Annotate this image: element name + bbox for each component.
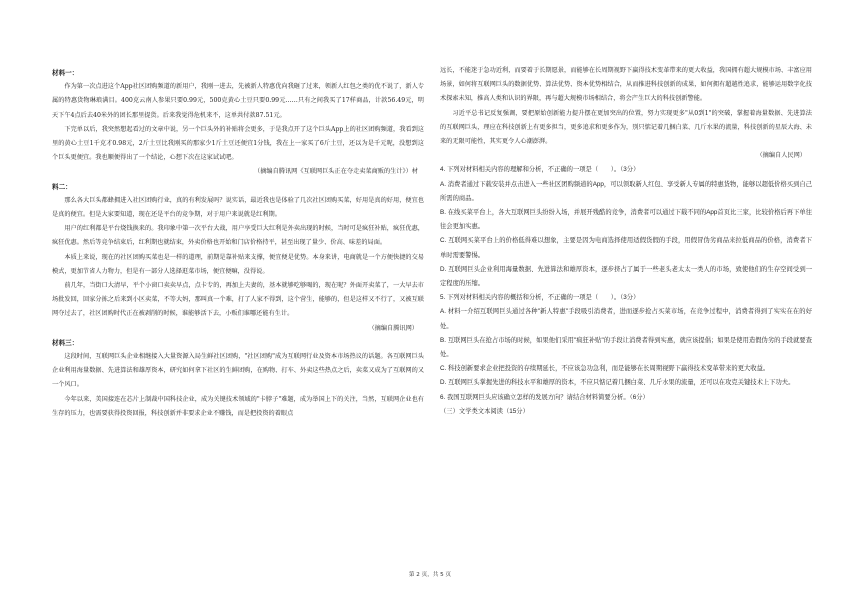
m3-paragraph-2: 今年以来，美国接连在芯片上制裁中国科技企业，成为关键技术领域的"卡脖子"难题，成为举国上下的关注，当然，互联网企业也有生存的压力，也需要获得投资回报，科技创新并非要求企业不赚钱，而是把投资的着眼点 [52,395,424,417]
q5-option-a: A. 材料一介绍互联网巨头通过各种"新人特惠"手段吸引消费者，进而逐步抢占买菜市场，在竞争过程中，消费者得到了实实在在的好处。 [440,308,812,330]
left-column [52,66,424,421]
m1-source: （摘编自腾讯网《互联网巨头正在夺走卖菜商贩的生计》）材 [254,168,418,176]
q5-option-d: D. 互联网巨头掌握先进的科技水平和雄厚的资本，不应只惦记着几捆白菜、几斤水果的流量，还可以在攻克关键技术上下功夫。 [440,379,795,387]
q4-option-c: C. 互联网买菜平台上的价格低得难以想象，主要是因为电商选择使用适假货假的手段，用假冒伪劣商品来拉低商品的价格，消费者下单时需要警惕。 [440,237,812,259]
m3-source: （摘编自人民网） [756,152,806,160]
m3-paragraph-1: 这段时间，互联网巨头企业相继接入大量资源入局生鲜社区团购，"社区团购"成为互联网行业及资本市场热议的话题。各互联网巨头企业利用海量数据、先进算法和雄厚资本，研究如何拿下社区的生鲜团购，在购物、打车、外卖这些热点之后，卖菜又成为了互联网的又一个风口。 [52,353,424,389]
page-footer: 第 2 页，共 5 页 [408,572,452,578]
question-5: 5. 下列对材料相关内容的概括和分析，不正确的一项是（ ）。（3分） [440,294,640,302]
m3-continued-1: 远长，不能迷于急功近利，而要着于长期愿景，而能够在长周期视野下赢得技术变革带来的更大收益，我国拥有超大规模市场、丰富应用场景，如何将互联网巨头的数据优势、算法优势、资本优势相结合，从而推进科技创新的成果，如何拥有超越性追求，能够运用数字化技术探索未知，推高人类和认识的界限，再与超大规模市场相结合，将会产生巨大的科技创新警能。 [440,67,812,103]
m2-source: （摘编自腾讯网） [368,324,418,332]
material3-heading: 材料三： [52,338,79,347]
m3-continued-2: 习近平总书记反复强调，要把原始创新能力提升摆在更加突出的位置，努力实现更多"从0到1"的突破，掌握着海量数据、先进算法的互联网巨头，理应在科技创新上有更多担当，更多追求和更多作为，别只惦记着几捆白菜、几斤水果的流量，科技创新的星辰大海、未来的无限可能性，其实更令人心潮澎湃。 [440,109,812,146]
m2-paragraph-3: 本质上来说，现在的社区团购买菜也是一样的道理，前期是靠补贴来支撑，便宜便是优势。本身来讲，电商就是一个方便快捷的交易模式，更加节省人力物力，但是有一部分人选择逛菜市场，便宜便嘛，没得说。 [52,253,424,275]
m2-paragraph-1: 那么各大巨头都蜂拥进入社区团购行业，真的有利发展吗？说实话，最近我也是体验了几次社区团购买菜，好用是真的好用，便宜也是真的便宜。但是大家要知道，现在还是平台的竞争期，对于用户来说就是红利期。 [52,196,424,219]
m1-paragraph-1: 作为第一次点进这个App社区团购频道的新用户，我刚一进去，先被新人特惠优向我砸了过来，领新人红包之类的优不说了，新人专属的特惠货物琳琅满目。400克云南人参果只要0.99元，500克黄心土豆只要0.99元……只有之间我买了17样商品，计款56.49元，明天下午4点后去40米外的团长那里提货。后来我觉得危机来不，这单共付款87.51元。 [52,83,424,119]
q4-option-a: A. 消费者通过下载安装并点击进入一些社区团购频道的App，可以领取新人红包、享受新人专属的特惠货物，能够以超低价格买到自己所需的商品。 [440,180,812,202]
question-6: 6. 我国互联网巨头应该确立怎样的发展方向？请结合材料简要分析。（6分） [440,393,649,401]
section-3-heading: （三）文学类文本阅读（15分） [440,407,529,415]
material1-heading: 材料一： [52,69,79,77]
q4-option-b: B. 在线买菜平台上，各大互联网巨头纷纷入场，并展开残酷的竞争，消费者可以通过下载不同的App首页比三家，比较价格后再下单往往会更加实惠。 [440,209,812,231]
m2-paragraph-4: 前几年，当街口大清早，平个小窗口卖卖早点，点卡专的，再加上夫妻的，基本就够吃够喝的，现在呢？外面开卖菜了，一大早去市场批发回，回家分拣之后来到小区卖菜，不等大妈，那叫真一个难，打了人家不得到，这个营生，能够的，但是这样又不行了，又被互联网夺过去了，社区团购时代正在被剥削的时候，谁能够活下去，小贩们谁哪还能有生计。 [52,282,424,318]
q4-option-d: D. 互联网巨头企业利用海量数据、先进算法和雄厚资本，逐步挤占了属于一些老头老太太一类人的市场，致使他们的生存空间受到一定程度的压缩。 [440,265,812,288]
q5-option-c: C. 科技创新要求企业把投资的存续期延长，不应该急功急利，而是能够在长周期视野下赢得技术变革带来的更大收益。 [440,365,770,373]
m1-paragraph-2: 下完单以后，我突然想起看过的文章中说，另一个巨头外的补贴将会更多，于是我点开了这个巨头App上的社区团购频道，我看到这里的黄心土豆1千克才0.98元，2斤土豆比我刚买的那家少1斤土豆还便宜1分钱，我在上一家买了6斤土豆，还以为是千元呢，没想到这个巨头更便宜。我也顺便得出了一个结论，心想下次在这家试试吧。 [52,125,424,162]
q5-option-b: B. 互联网巨头在抢占市场的时候，如果他们采用"疯狂补贴"的手段让消费者得到实惠，就应该提倡；如果是使用造假伪劣的手段就要查处。 [440,336,812,359]
material2-heading: 料二： [52,182,72,191]
right-column [440,64,812,419]
question-4: 4. 下列对材料相关内容的理解和分析，不正确的一项是（ ）。（3分） [440,166,640,174]
m2-paragraph-2: 用户的红利都是平台烧钱换来的。我印象中第一次平台大战，用户享受巨大红利是外卖出现的时候，当时可是疯狂补贴，疯狂优惠，疯狂优惠。然后等竞争结束后，红利期也就结束，外卖价格也开始和门店价格持平，甚至出现了量少、价高、味差的局面。 [52,225,424,247]
